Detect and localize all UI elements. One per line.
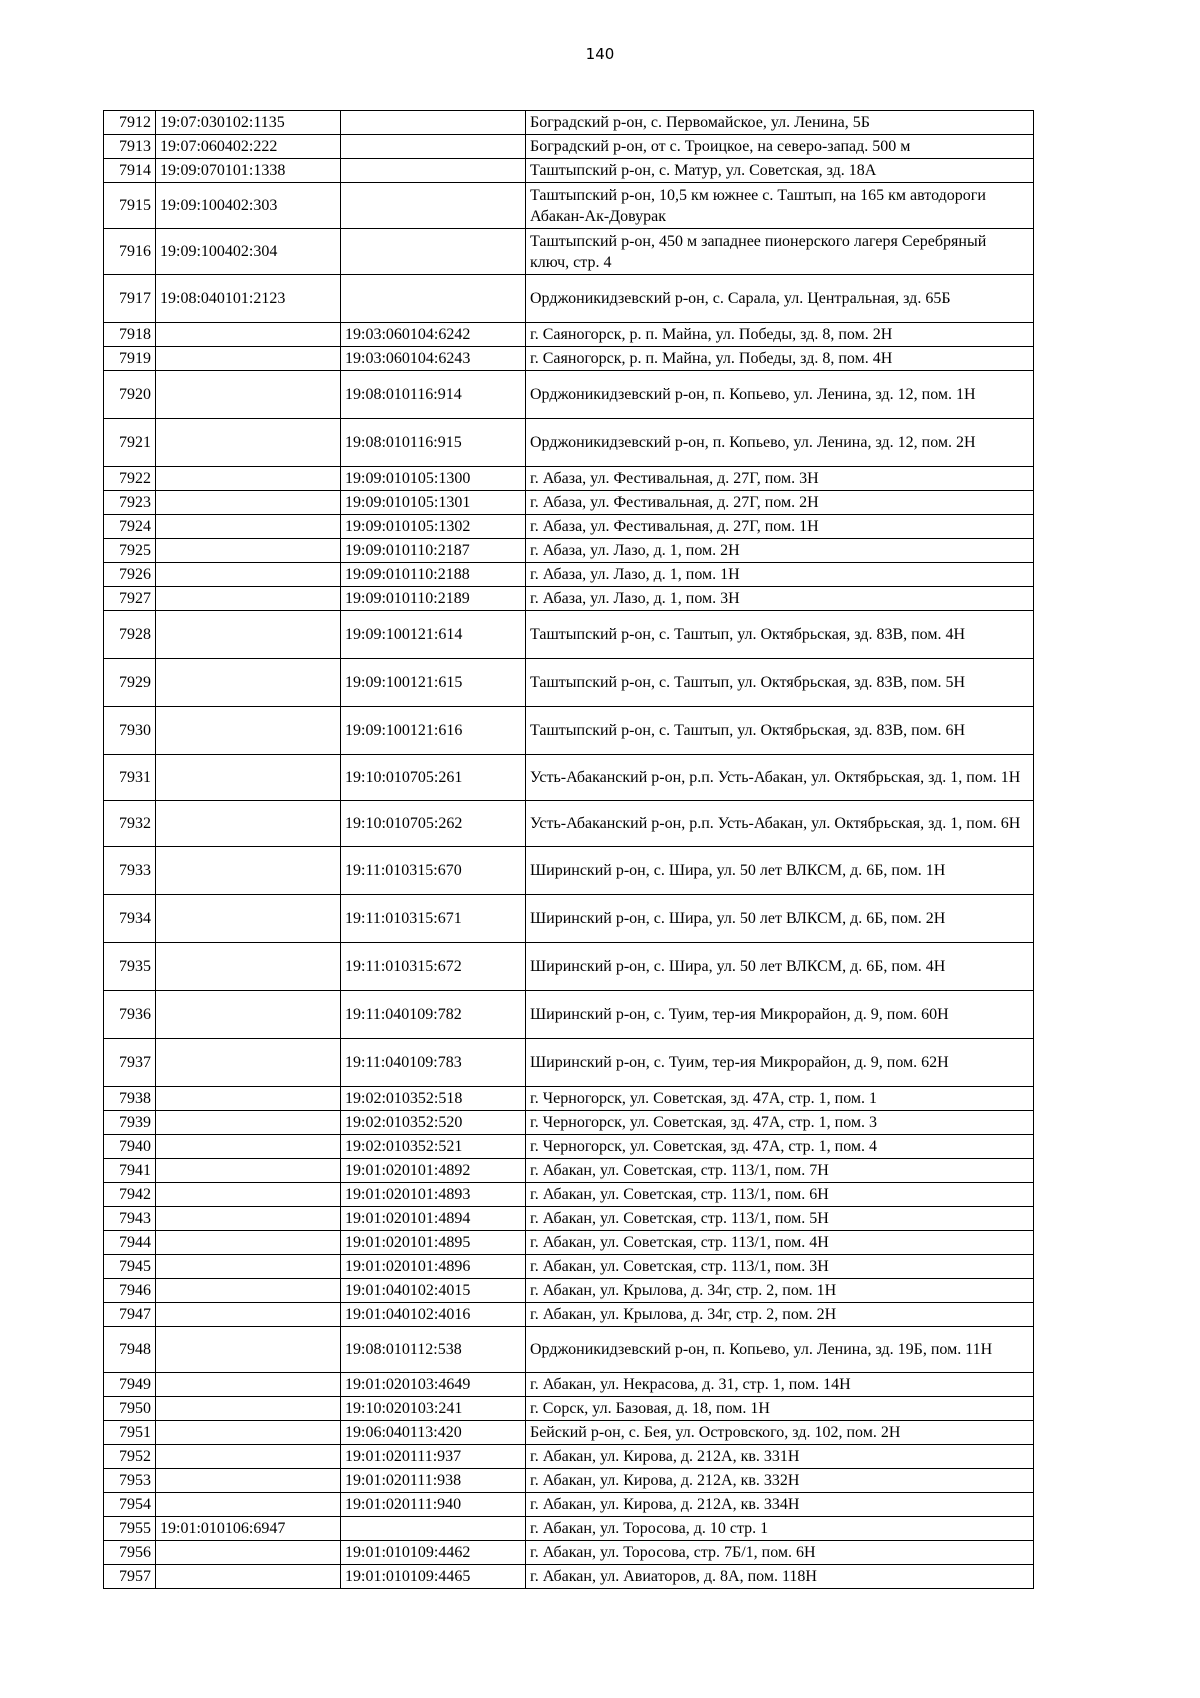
building-cadastral-number: 19:02:010352:518 xyxy=(341,1087,526,1111)
row-number: 7912 xyxy=(104,111,156,135)
object-address: г. Абакан, ул. Крылова, д. 34г, стр. 2, пом. 2Н xyxy=(526,1303,1034,1327)
land-cadastral-number xyxy=(156,539,341,563)
object-address: г. Абаза, ул. Фестивальная, д. 27Г, пом. 3Н xyxy=(526,467,1034,491)
table-row xyxy=(104,1373,1034,1397)
object-address: г. Абакан, ул. Авиаторов, д. 8А, пом. 118Н xyxy=(526,1565,1034,1589)
row-number: 7925 xyxy=(104,539,156,563)
object-address: Ширинский р-он, с. Туим, тер-ия Микрорайон, д. 9, пом. 60Н xyxy=(526,991,1034,1039)
table-row xyxy=(104,1445,1034,1469)
object-address: Таштыпский р-он, с. Таштып, ул. Октябрьская, зд. 83В, пом. 6Н xyxy=(526,707,1034,755)
building-cadastral-number: 19:11:040109:783 xyxy=(341,1039,526,1087)
row-number: 7930 xyxy=(104,707,156,755)
land-cadastral-number xyxy=(156,943,341,991)
building-cadastral-number: 19:09:100121:616 xyxy=(341,707,526,755)
land-cadastral-number xyxy=(156,1303,341,1327)
object-address: г. Абакан, ул. Крылова, д. 34г, стр. 2, пом. 1Н xyxy=(526,1279,1034,1303)
building-cadastral-number: 19:09:010110:2188 xyxy=(341,563,526,587)
row-number: 7933 xyxy=(104,847,156,895)
building-cadastral-number: 19:11:010315:672 xyxy=(341,943,526,991)
land-cadastral-number: 19:09:100402:304 xyxy=(156,229,341,275)
table-row xyxy=(104,183,1034,229)
object-address: Таштыпский р-он, с. Матур, ул. Советская, зд. 18А xyxy=(526,159,1034,183)
table-row xyxy=(104,587,1034,611)
object-address: Таштыпский р-он, с. Таштып, ул. Октябрьская, зд. 83В, пом. 4Н xyxy=(526,611,1034,659)
land-cadastral-number xyxy=(156,611,341,659)
land-cadastral-number xyxy=(156,1279,341,1303)
row-number: 7913 xyxy=(104,135,156,159)
land-cadastral-number xyxy=(156,563,341,587)
table-row xyxy=(104,801,1034,847)
object-address: г. Черногорск, ул. Советская, зд. 47А, стр. 1, пом. 4 xyxy=(526,1135,1034,1159)
table-row xyxy=(104,1231,1034,1255)
land-cadastral-number xyxy=(156,347,341,371)
row-number: 7918 xyxy=(104,323,156,347)
building-cadastral-number: 19:10:010705:261 xyxy=(341,755,526,801)
building-cadastral-number: 19:09:010110:2189 xyxy=(341,587,526,611)
building-cadastral-number: 19:11:010315:670 xyxy=(341,847,526,895)
table-row xyxy=(104,1087,1034,1111)
table-row xyxy=(104,347,1034,371)
building-cadastral-number: 19:03:060104:6242 xyxy=(341,323,526,347)
object-address: Таштыпский р-он, 10,5 км южнее с. Таштып, на 165 км автодороги Абакан-Ак-Довурак xyxy=(526,183,1034,229)
object-address: г. Абакан, ул. Кирова, д. 212А, кв. 334Н xyxy=(526,1493,1034,1517)
land-cadastral-number: 19:09:070101:1338 xyxy=(156,159,341,183)
land-cadastral-number: 19:09:100402:303 xyxy=(156,183,341,229)
row-number: 7936 xyxy=(104,991,156,1039)
land-cadastral-number: 19:07:030102:1135 xyxy=(156,111,341,135)
building-cadastral-number: 19:11:010315:671 xyxy=(341,895,526,943)
table-row xyxy=(104,1541,1034,1565)
object-address: Бейский р-он, с. Бея, ул. Островского, зд. 102, пом. 2Н xyxy=(526,1421,1034,1445)
land-cadastral-number xyxy=(156,1039,341,1087)
table-row xyxy=(104,1159,1034,1183)
land-cadastral-number xyxy=(156,587,341,611)
object-address: Таштыпский р-он, с. Таштып, ул. Октябрьская, зд. 83В, пом. 5Н xyxy=(526,659,1034,707)
row-number: 7956 xyxy=(104,1541,156,1565)
land-cadastral-number xyxy=(156,1445,341,1469)
object-address: г. Абаза, ул. Фестивальная, д. 27Г, пом. 2Н xyxy=(526,491,1034,515)
land-cadastral-number xyxy=(156,847,341,895)
object-address: г. Абаза, ул. Лазо, д. 1, пом. 2Н xyxy=(526,539,1034,563)
row-number: 7949 xyxy=(104,1373,156,1397)
building-cadastral-number: 19:01:020111:940 xyxy=(341,1493,526,1517)
table-row xyxy=(104,659,1034,707)
row-number: 7932 xyxy=(104,801,156,847)
building-cadastral-number: 19:01:020103:4649 xyxy=(341,1373,526,1397)
row-number: 7920 xyxy=(104,371,156,419)
land-cadastral-number xyxy=(156,467,341,491)
object-address: г. Сорск, ул. Базовая, д. 18, пом. 1Н xyxy=(526,1397,1034,1421)
building-cadastral-number: 19:09:010105:1301 xyxy=(341,491,526,515)
row-number: 7939 xyxy=(104,1111,156,1135)
object-address: г. Саяногорск, р. п. Майна, ул. Победы, зд. 8, пом. 4Н xyxy=(526,347,1034,371)
building-cadastral-number: 19:01:010109:4462 xyxy=(341,1541,526,1565)
table-row xyxy=(104,1183,1034,1207)
building-cadastral-number xyxy=(341,275,526,323)
land-cadastral-number xyxy=(156,1541,341,1565)
table-row xyxy=(104,467,1034,491)
table-row xyxy=(104,1111,1034,1135)
object-address: Усть-Абаканский р-он, р.п. Усть-Абакан, ул. Октябрьская, зд. 1, пом. 1Н xyxy=(526,755,1034,801)
land-cadastral-number xyxy=(156,1493,341,1517)
table-row xyxy=(104,1421,1034,1445)
table-row xyxy=(104,1327,1034,1373)
building-cadastral-number xyxy=(341,111,526,135)
land-cadastral-number xyxy=(156,1111,341,1135)
building-cadastral-number: 19:10:010705:262 xyxy=(341,801,526,847)
table-row xyxy=(104,1135,1034,1159)
object-address: г. Саяногорск, р. п. Майна, ул. Победы, зд. 8, пом. 2Н xyxy=(526,323,1034,347)
building-cadastral-number: 19:01:040102:4015 xyxy=(341,1279,526,1303)
land-cadastral-number: 19:01:010106:6947 xyxy=(156,1517,341,1541)
building-cadastral-number: 19:09:010105:1302 xyxy=(341,515,526,539)
object-address: г. Абаза, ул. Лазо, д. 1, пом. 3Н xyxy=(526,587,1034,611)
table-row xyxy=(104,111,1034,135)
table-row xyxy=(104,323,1034,347)
object-address: г. Абакан, ул. Советская, стр. 113/1, пом. 5Н xyxy=(526,1207,1034,1231)
table-row xyxy=(104,1039,1034,1087)
object-address: Ширинский р-он, с. Туим, тер-ия Микрорайон, д. 9, пом. 62Н xyxy=(526,1039,1034,1087)
land-cadastral-number xyxy=(156,515,341,539)
object-address: г. Абакан, ул. Некрасова, д. 31, стр. 1, пом. 14Н xyxy=(526,1373,1034,1397)
table-row xyxy=(104,1255,1034,1279)
land-cadastral-number xyxy=(156,755,341,801)
object-address: Орджоникидзевский р-он, с. Сарала, ул. Центральная, зд. 65Б xyxy=(526,275,1034,323)
registry-table-body xyxy=(104,111,1034,1589)
land-cadastral-number xyxy=(156,895,341,943)
row-number: 7927 xyxy=(104,587,156,611)
row-number: 7922 xyxy=(104,467,156,491)
table-row xyxy=(104,707,1034,755)
object-address: г. Абакан, ул. Кирова, д. 212А, кв. 332Н xyxy=(526,1469,1034,1493)
row-number: 7944 xyxy=(104,1231,156,1255)
object-address: г. Абаза, ул. Фестивальная, д. 27Г, пом. 1Н xyxy=(526,515,1034,539)
building-cadastral-number: 19:09:100121:614 xyxy=(341,611,526,659)
row-number: 7928 xyxy=(104,611,156,659)
table-row xyxy=(104,1517,1034,1541)
row-number: 7951 xyxy=(104,1421,156,1445)
building-cadastral-number: 19:08:010116:915 xyxy=(341,419,526,467)
land-cadastral-number xyxy=(156,323,341,347)
row-number: 7929 xyxy=(104,659,156,707)
building-cadastral-number: 19:01:020101:4893 xyxy=(341,1183,526,1207)
row-number: 7943 xyxy=(104,1207,156,1231)
building-cadastral-number xyxy=(341,135,526,159)
object-address: Ширинский р-он, с. Шира, ул. 50 лет ВЛКСМ, д. 6Б, пом. 1Н xyxy=(526,847,1034,895)
building-cadastral-number: 19:10:020103:241 xyxy=(341,1397,526,1421)
row-number: 7924 xyxy=(104,515,156,539)
building-cadastral-number: 19:08:010112:538 xyxy=(341,1327,526,1373)
building-cadastral-number xyxy=(341,1517,526,1541)
building-cadastral-number: 19:09:100121:615 xyxy=(341,659,526,707)
object-address: г. Абаза, ул. Лазо, д. 1, пом. 1Н xyxy=(526,563,1034,587)
table-row xyxy=(104,755,1034,801)
building-cadastral-number xyxy=(341,229,526,275)
land-cadastral-number xyxy=(156,1327,341,1373)
table-row xyxy=(104,1493,1034,1517)
row-number: 7926 xyxy=(104,563,156,587)
row-number: 7935 xyxy=(104,943,156,991)
land-cadastral-number xyxy=(156,659,341,707)
row-number: 7954 xyxy=(104,1493,156,1517)
table-row xyxy=(104,1565,1034,1589)
object-address: г. Абакан, ул. Советская, стр. 113/1, пом. 6Н xyxy=(526,1183,1034,1207)
table-row xyxy=(104,943,1034,991)
row-number: 7942 xyxy=(104,1183,156,1207)
row-number: 7919 xyxy=(104,347,156,371)
land-cadastral-number xyxy=(156,371,341,419)
table-row xyxy=(104,539,1034,563)
land-cadastral-number xyxy=(156,1135,341,1159)
table-row xyxy=(104,1279,1034,1303)
land-cadastral-number xyxy=(156,1421,341,1445)
object-address: г. Абакан, ул. Советская, стр. 113/1, пом. 7Н xyxy=(526,1159,1034,1183)
row-number: 7941 xyxy=(104,1159,156,1183)
row-number: 7934 xyxy=(104,895,156,943)
table-row xyxy=(104,1397,1034,1421)
row-number: 7940 xyxy=(104,1135,156,1159)
table-row xyxy=(104,419,1034,467)
building-cadastral-number: 19:02:010352:520 xyxy=(341,1111,526,1135)
row-number: 7915 xyxy=(104,183,156,229)
land-cadastral-number xyxy=(156,1565,341,1589)
object-address: Орджоникидзевский р-он, п. Копьево, ул. Ленина, зд. 19Б, пом. 11Н xyxy=(526,1327,1034,1373)
building-cadastral-number: 19:01:020111:937 xyxy=(341,1445,526,1469)
object-address: г. Абакан, ул. Торосова, д. 10 стр. 1 xyxy=(526,1517,1034,1541)
object-address: г. Черногорск, ул. Советская, зд. 47А, стр. 1, пом. 1 xyxy=(526,1087,1034,1111)
object-address: г. Абакан, ул. Советская, стр. 113/1, пом. 3Н xyxy=(526,1255,1034,1279)
table-row xyxy=(104,491,1034,515)
building-cadastral-number: 19:01:020101:4892 xyxy=(341,1159,526,1183)
land-cadastral-number xyxy=(156,707,341,755)
object-address: Ширинский р-он, с. Шира, ул. 50 лет ВЛКСМ, д. 6Б, пом. 4Н xyxy=(526,943,1034,991)
table-row xyxy=(104,563,1034,587)
building-cadastral-number: 19:01:020101:4896 xyxy=(341,1255,526,1279)
table-row xyxy=(104,159,1034,183)
registry-table xyxy=(103,110,1034,1589)
table-row xyxy=(104,275,1034,323)
land-cadastral-number: 19:08:040101:2123 xyxy=(156,275,341,323)
land-cadastral-number xyxy=(156,801,341,847)
row-number: 7945 xyxy=(104,1255,156,1279)
land-cadastral-number xyxy=(156,1373,341,1397)
table-row xyxy=(104,371,1034,419)
building-cadastral-number: 19:08:010116:914 xyxy=(341,371,526,419)
land-cadastral-number xyxy=(156,1087,341,1111)
object-address: г. Абакан, ул. Торосова, стр. 7Б/1, пом. 6Н xyxy=(526,1541,1034,1565)
row-number: 7957 xyxy=(104,1565,156,1589)
row-number: 7946 xyxy=(104,1279,156,1303)
row-number: 7950 xyxy=(104,1397,156,1421)
object-address: Боградский р-он, с. Первомайское, ул. Ленина, 5Б xyxy=(526,111,1034,135)
row-number: 7914 xyxy=(104,159,156,183)
building-cadastral-number: 19:09:010105:1300 xyxy=(341,467,526,491)
row-number: 7955 xyxy=(104,1517,156,1541)
object-address: Ширинский р-он, с. Шира, ул. 50 лет ВЛКСМ, д. 6Б, пом. 2Н xyxy=(526,895,1034,943)
object-address: г. Абакан, ул. Кирова, д. 212А, кв. 331Н xyxy=(526,1445,1034,1469)
building-cadastral-number: 19:09:010110:2187 xyxy=(341,539,526,563)
land-cadastral-number xyxy=(156,1207,341,1231)
table-row xyxy=(104,895,1034,943)
land-cadastral-number xyxy=(156,491,341,515)
land-cadastral-number xyxy=(156,1159,341,1183)
table-row xyxy=(104,847,1034,895)
land-cadastral-number xyxy=(156,1231,341,1255)
building-cadastral-number: 19:02:010352:521 xyxy=(341,1135,526,1159)
table-row xyxy=(104,229,1034,275)
table-row xyxy=(104,135,1034,159)
row-number: 7917 xyxy=(104,275,156,323)
object-address: Орджоникидзевский р-он, п. Копьево, ул. Ленина, зд. 12, пом. 2Н xyxy=(526,419,1034,467)
row-number: 7947 xyxy=(104,1303,156,1327)
building-cadastral-number: 19:11:040109:782 xyxy=(341,991,526,1039)
row-number: 7921 xyxy=(104,419,156,467)
building-cadastral-number: 19:01:020101:4895 xyxy=(341,1231,526,1255)
land-cadastral-number xyxy=(156,1397,341,1421)
table-row xyxy=(104,1469,1034,1493)
table-row xyxy=(104,515,1034,539)
building-cadastral-number: 19:01:040102:4016 xyxy=(341,1303,526,1327)
object-address: Боградский р-он, от с. Троицкое, на северо-запад. 500 м xyxy=(526,135,1034,159)
row-number: 7953 xyxy=(104,1469,156,1493)
page-number: 140 xyxy=(585,45,615,63)
row-number: 7948 xyxy=(104,1327,156,1373)
land-cadastral-number xyxy=(156,419,341,467)
object-address: г. Черногорск, ул. Советская, зд. 47А, стр. 1, пом. 3 xyxy=(526,1111,1034,1135)
table-row xyxy=(104,611,1034,659)
land-cadastral-number xyxy=(156,1469,341,1493)
row-number: 7952 xyxy=(104,1445,156,1469)
building-cadastral-number: 19:06:040113:420 xyxy=(341,1421,526,1445)
building-cadastral-number: 19:03:060104:6243 xyxy=(341,347,526,371)
row-number: 7931 xyxy=(104,755,156,801)
building-cadastral-number xyxy=(341,159,526,183)
building-cadastral-number xyxy=(341,183,526,229)
building-cadastral-number: 19:01:020111:938 xyxy=(341,1469,526,1493)
object-address: Усть-Абаканский р-он, р.п. Усть-Абакан, ул. Октябрьская, зд. 1, пом. 6Н xyxy=(526,801,1034,847)
object-address: г. Абакан, ул. Советская, стр. 113/1, пом. 4Н xyxy=(526,1231,1034,1255)
land-cadastral-number: 19:07:060402:222 xyxy=(156,135,341,159)
building-cadastral-number: 19:01:020101:4894 xyxy=(341,1207,526,1231)
table-row xyxy=(104,1303,1034,1327)
table-row xyxy=(104,991,1034,1039)
row-number: 7916 xyxy=(104,229,156,275)
land-cadastral-number xyxy=(156,1255,341,1279)
table-row xyxy=(104,1207,1034,1231)
row-number: 7923 xyxy=(104,491,156,515)
row-number: 7938 xyxy=(104,1087,156,1111)
building-cadastral-number: 19:01:010109:4465 xyxy=(341,1565,526,1589)
object-address: Орджоникидзевский р-он, п. Копьево, ул. Ленина, зд. 12, пом. 1Н xyxy=(526,371,1034,419)
row-number: 7937 xyxy=(104,1039,156,1087)
land-cadastral-number xyxy=(156,991,341,1039)
object-address: Таштыпский р-он, 450 м западнее пионерского лагеря Серебряный ключ, стр. 4 xyxy=(526,229,1034,275)
land-cadastral-number xyxy=(156,1183,341,1207)
